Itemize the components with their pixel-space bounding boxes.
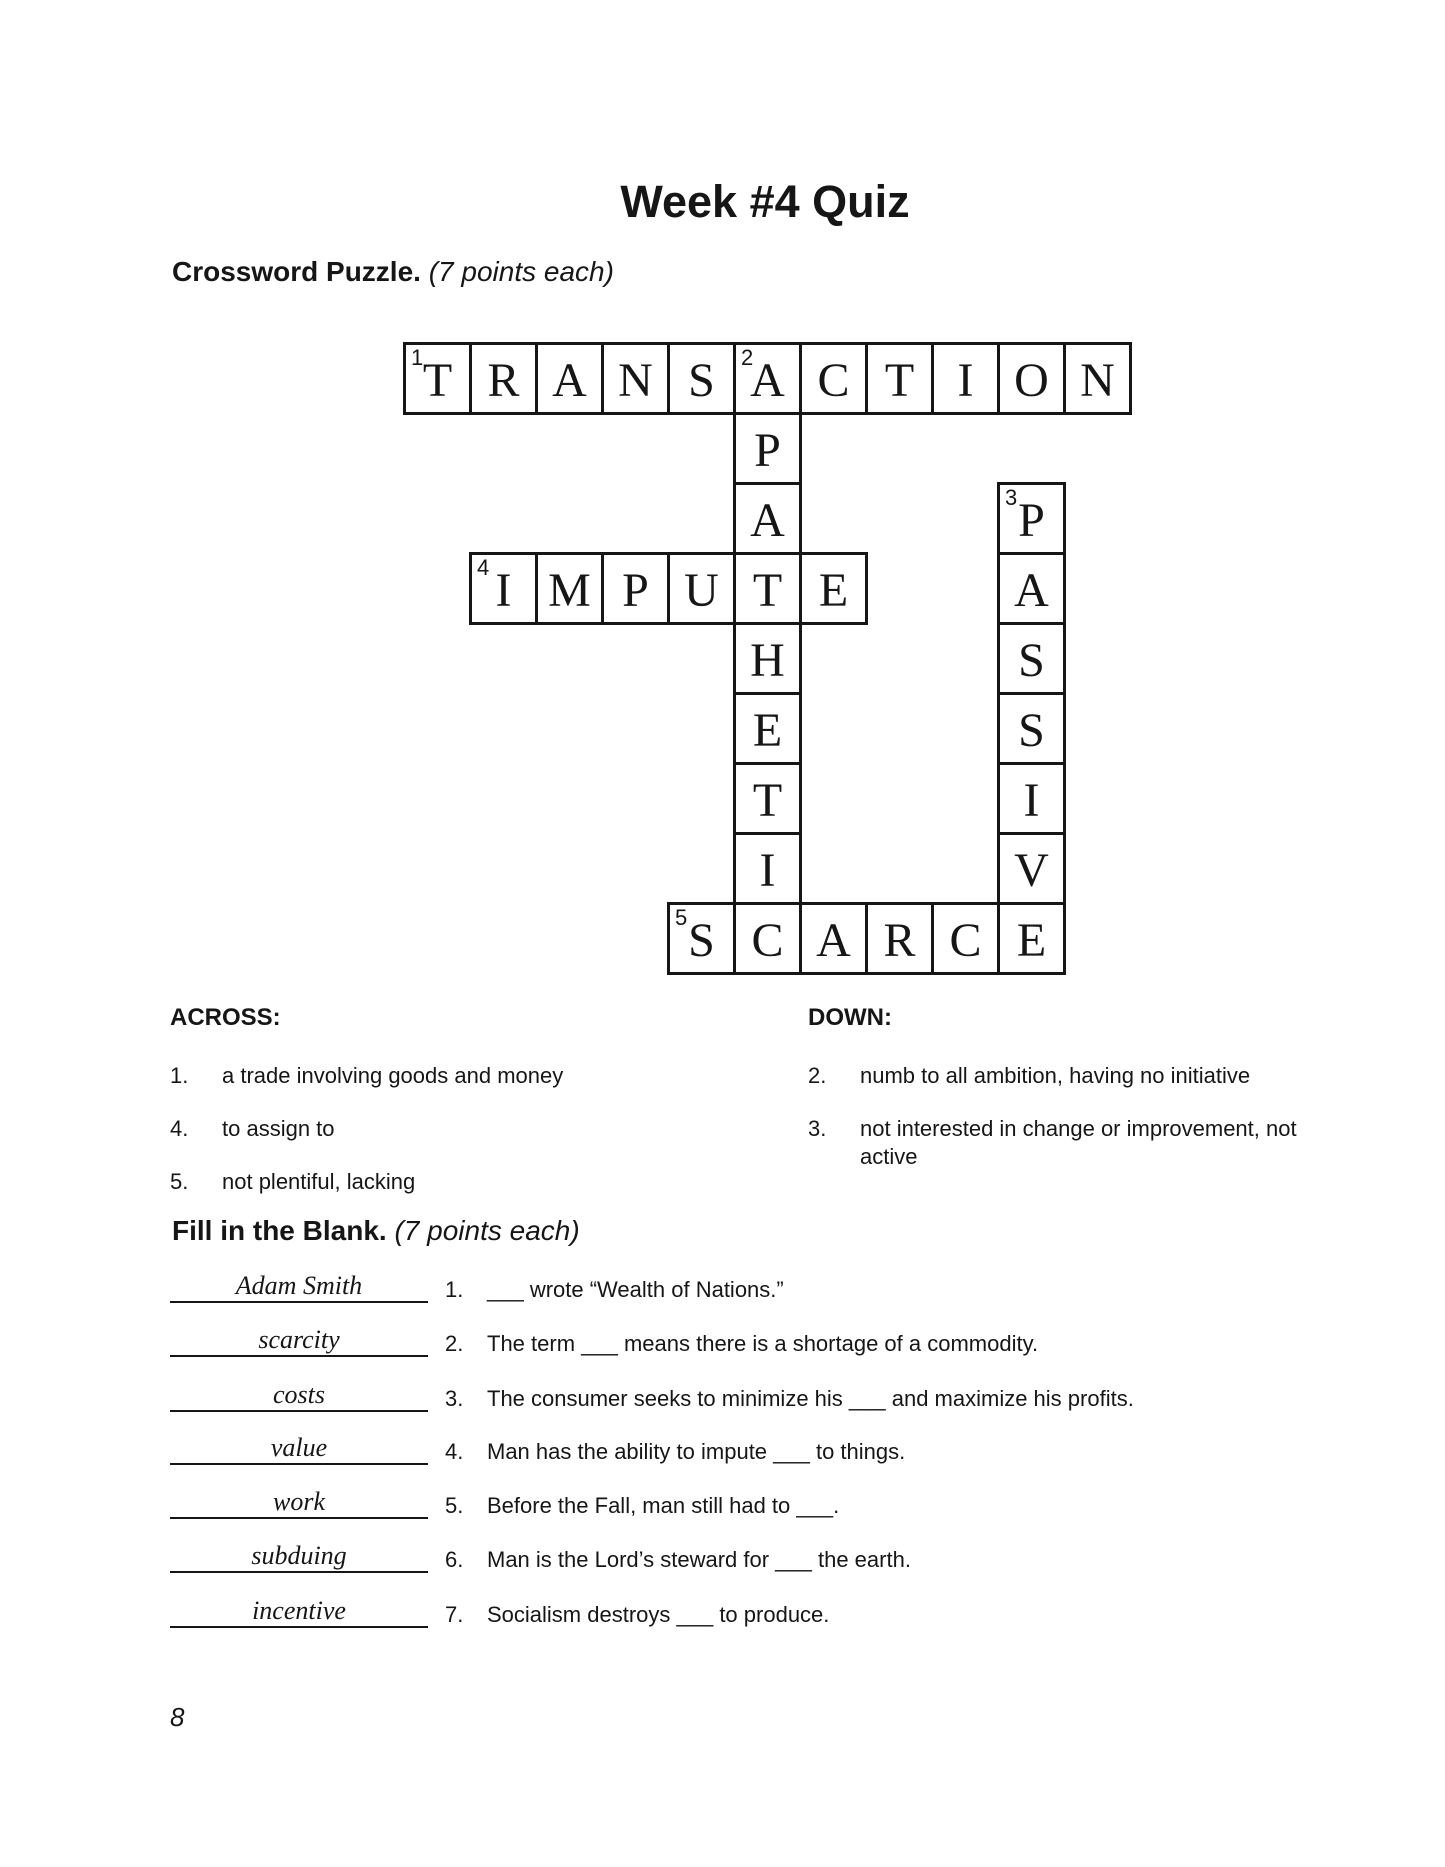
question-text: Socialism destroys ___ to produce. [487, 1602, 830, 1627]
cell-letter: E [752, 703, 783, 757]
crossword-cell [601, 552, 670, 625]
cell-letter: P [622, 563, 649, 617]
clue-item [170, 1168, 782, 1196]
clue-text: a trade involving goods and money [222, 1063, 564, 1088]
crossword-cell [931, 342, 1000, 415]
question-text: Before the Fall, man still had to ___. [487, 1493, 840, 1518]
crossword-cell [601, 342, 670, 415]
crossword-grid [403, 342, 1132, 975]
cell-number: 2 [741, 345, 754, 370]
clue-number: 4. [170, 1116, 189, 1141]
cell-letter: U [684, 563, 719, 617]
answer-line [170, 1597, 428, 1628]
answer-line [170, 1381, 428, 1412]
question-number: 3. [445, 1386, 464, 1411]
question-number: 6. [445, 1547, 464, 1572]
crossword-cell [733, 692, 802, 765]
cell-letter: I [1023, 773, 1040, 827]
crossword-cell [403, 342, 472, 415]
answer-text: value [270, 1432, 328, 1462]
answer-line [170, 1272, 428, 1303]
crossword-cell [865, 902, 934, 975]
question-number: 4. [445, 1439, 464, 1464]
fill-item [170, 1263, 1390, 1303]
cell-letter: P [1018, 493, 1045, 547]
question-text: Man is the Lord’s steward for ___ the earth. [487, 1547, 911, 1572]
cell-number: 1 [411, 345, 424, 370]
cell-letter: I [759, 843, 776, 897]
crossword-cell [667, 902, 736, 975]
crossword-cell [667, 342, 736, 415]
crossword-cell [733, 552, 802, 625]
cell-letter: T [422, 353, 453, 407]
cell-letter: C [751, 913, 784, 967]
cell-letter: M [548, 563, 591, 617]
cell-letter: A [750, 353, 785, 407]
crossword-cell [733, 832, 802, 905]
answer-text: incentive [252, 1595, 346, 1625]
cell-letter: A [816, 913, 851, 967]
crossword-cell [733, 902, 802, 975]
crossword-cell [997, 902, 1066, 975]
crossword-cell [733, 762, 802, 835]
clue-text: not interested in change or improvement, not active [860, 1116, 1297, 1169]
crossword-cell [997, 762, 1066, 835]
answer-line [170, 1326, 428, 1357]
cell-letter: S [1018, 703, 1045, 757]
cell-letter: E [818, 563, 849, 617]
cell-letter: O [1014, 353, 1049, 407]
cell-letter: R [883, 913, 916, 967]
clue-item [808, 1115, 1335, 1171]
question-number: 5. [445, 1493, 464, 1518]
crossword-cell [799, 902, 868, 975]
clue-item [170, 1062, 782, 1090]
cell-letter: C [817, 353, 850, 407]
crossword-cell [469, 342, 538, 415]
question-text: The term ___ means there is a shortage of a commodity. [487, 1331, 1039, 1356]
cell-number: 5 [675, 905, 688, 930]
cell-letter: S [1018, 633, 1045, 687]
crossword-cell [997, 832, 1066, 905]
clue-item [808, 1062, 1335, 1090]
crossword-cell [997, 692, 1066, 765]
cell-letter: V [1014, 843, 1049, 897]
crossword-cell [535, 552, 604, 625]
cell-letter: C [949, 913, 982, 967]
clue-number: 1. [170, 1063, 189, 1088]
answer-line [170, 1488, 428, 1519]
fill-heading-label: Fill in the Blank. [172, 1215, 387, 1246]
question-number: 1. [445, 1277, 464, 1302]
fill-item [170, 1425, 1390, 1465]
crossword-cell [733, 482, 802, 555]
crossword-cell [997, 552, 1066, 625]
cell-letter: P [754, 423, 781, 477]
clue-number: 2. [808, 1063, 827, 1088]
answer-text: scarcity [258, 1324, 340, 1354]
crossword-cell [667, 552, 736, 625]
cell-letter: I [495, 563, 512, 617]
cell-number: 3 [1005, 485, 1018, 510]
answer-text: work [273, 1486, 325, 1516]
crossword-cell [469, 552, 538, 625]
clue-text: numb to all ambition, having no initiative [860, 1063, 1251, 1088]
page-number: 8 [170, 1702, 185, 1732]
crossword-cell [997, 342, 1066, 415]
fill-item [170, 1317, 1390, 1357]
crossword-cell [997, 482, 1066, 555]
crossword-heading-label: Crossword Puzzle. [172, 256, 421, 287]
page-title: Week #4 Quiz [620, 176, 910, 227]
clue-text: not plentiful, lacking [222, 1169, 416, 1194]
fill-item [170, 1479, 1390, 1519]
fill-points-note-text: (7 points each) [394, 1215, 580, 1246]
question-text: The consumer seeks to minimize his ___ and maximize his profits. [487, 1386, 1134, 1411]
across-heading: ACROSS: [170, 1004, 281, 1031]
question-number: 2. [445, 1331, 464, 1356]
cell-letter: N [1080, 353, 1115, 407]
crossword-cell [733, 412, 802, 485]
crossword-points-note-text: (7 points each) [428, 256, 614, 287]
cell-letter: H [750, 633, 785, 687]
answer-text: costs [273, 1379, 325, 1409]
clue-item [170, 1115, 782, 1143]
cell-letter: A [1014, 563, 1049, 617]
crossword-cell [733, 342, 802, 415]
answer-text: subduing [251, 1540, 347, 1570]
cell-letter: N [618, 353, 653, 407]
cell-letter: T [884, 353, 915, 407]
cell-letter: E [1016, 913, 1047, 967]
down-heading: DOWN: [808, 1004, 892, 1031]
answer-line [170, 1542, 428, 1573]
fill-item [170, 1372, 1390, 1412]
cell-letter: T [752, 773, 783, 827]
cell-letter: A [552, 353, 587, 407]
crossword-cell [799, 552, 868, 625]
crossword-cell [931, 902, 1000, 975]
question-text: Man has the ability to impute ___ to things. [487, 1439, 906, 1464]
cell-number: 4 [477, 555, 490, 580]
answer-line [170, 1434, 428, 1465]
section-heading-fill [172, 1214, 1072, 1248]
question-text: ___ wrote “Wealth of Nations.” [487, 1277, 784, 1302]
cell-letter: R [487, 353, 520, 407]
question-number: 7. [445, 1602, 464, 1627]
fill-item [170, 1533, 1390, 1573]
cell-letter: T [752, 563, 783, 617]
crossword-cell [799, 342, 868, 415]
cell-letter: I [957, 353, 974, 407]
crossword-cell [535, 342, 604, 415]
answer-text: Adam Smith [235, 1270, 363, 1300]
cell-letter: A [750, 493, 785, 547]
crossword-cell [1063, 342, 1132, 415]
cell-letter: S [688, 913, 715, 967]
crossword-cell [865, 342, 934, 415]
crossword-cell [997, 622, 1066, 695]
crossword-cell [733, 622, 802, 695]
fill-item [170, 1588, 1390, 1628]
clue-text: to assign to [222, 1116, 335, 1141]
cell-letter: S [688, 353, 715, 407]
section-heading-crossword [172, 255, 1072, 289]
clue-number: 3. [808, 1116, 827, 1141]
clue-number: 5. [170, 1169, 189, 1194]
